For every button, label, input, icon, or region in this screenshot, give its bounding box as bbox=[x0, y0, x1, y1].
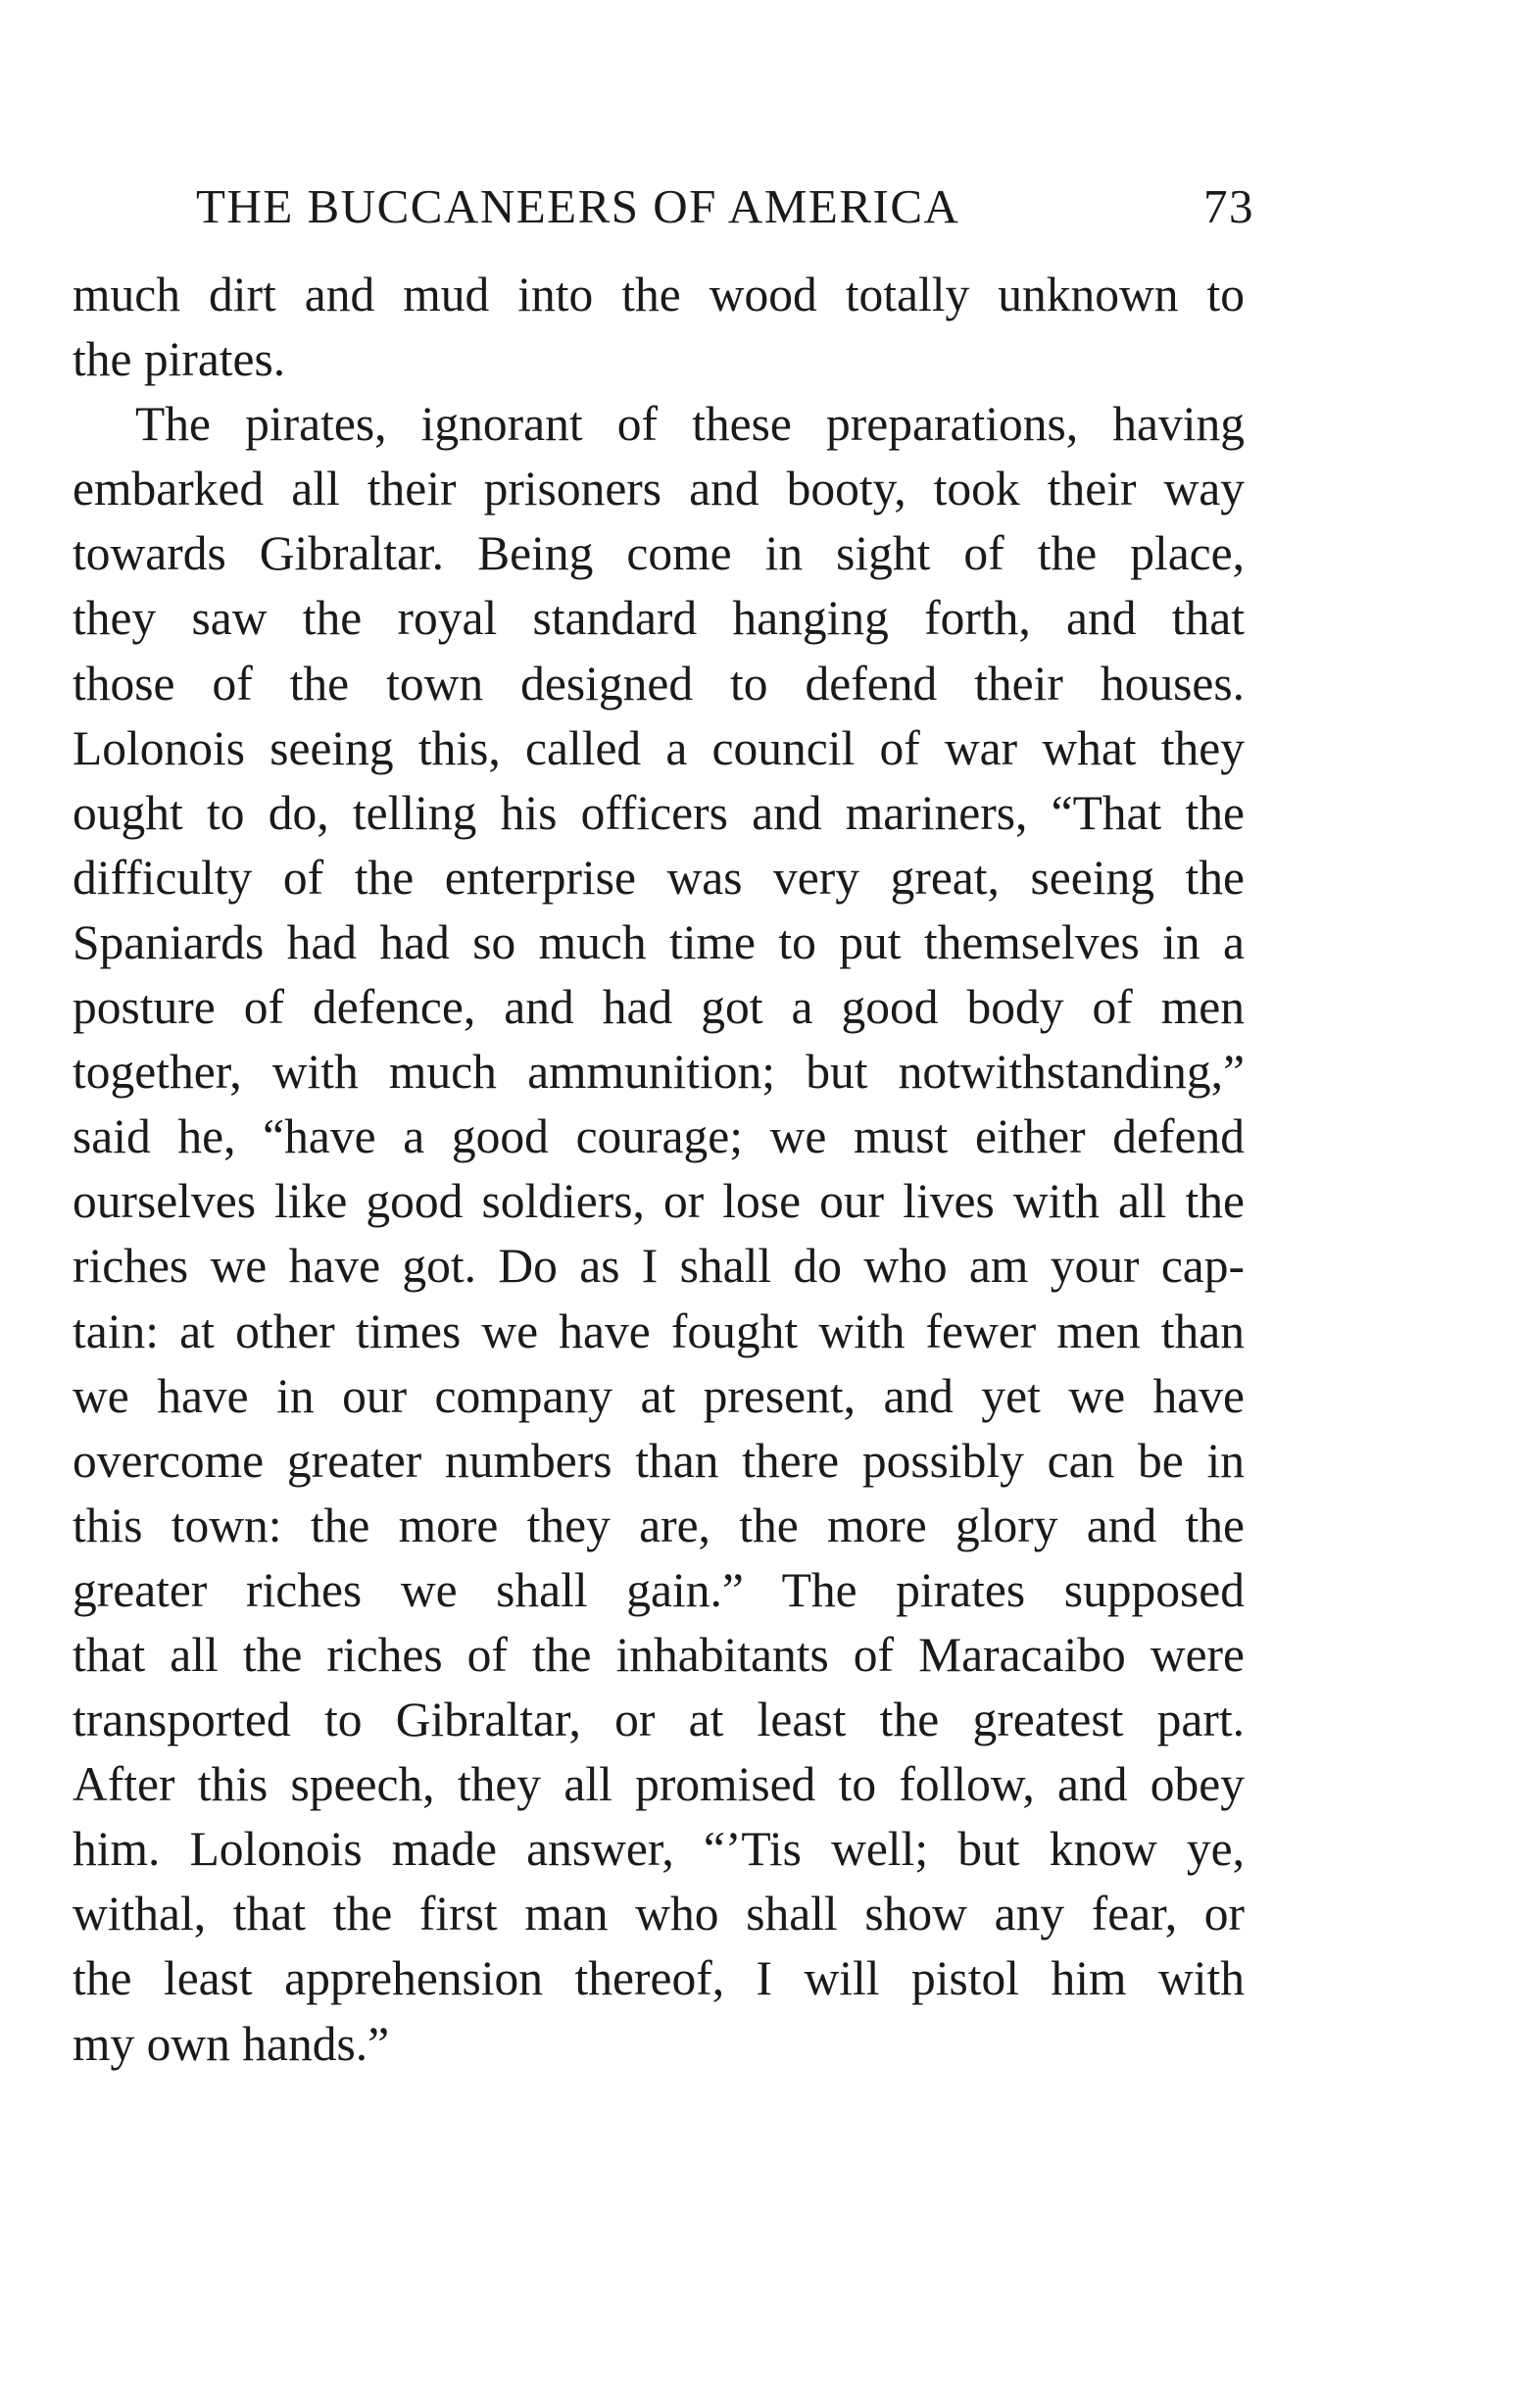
text-line: this town: the more they are, the more glory and the bbox=[73, 1498, 1245, 1552]
text-line: the pirates. bbox=[73, 332, 286, 387]
text-line: overcome greater numbers than there possibly can be in bbox=[73, 1433, 1245, 1488]
text-line: tain: at other times we have fought with fewer men than bbox=[73, 1303, 1245, 1358]
text-line: much dirt and mud into the wood totally unknown to bbox=[73, 268, 1245, 321]
text-line: that all the riches of the inhabitants of Maracaibo were bbox=[73, 1627, 1245, 1682]
running-title: THE BUCCANEERS OF AMERICA bbox=[196, 179, 960, 233]
text-line: After this speech, they all promised to follow, and obey bbox=[73, 1757, 1245, 1812]
text-line: said he, “have a good courage; we must either defend bbox=[73, 1109, 1245, 1164]
text-line: transported to Gibraltar, or at least the greatest part. bbox=[73, 1693, 1245, 1747]
body-text bbox=[73, 263, 1245, 2077]
text-line: difficulty of the enterprise was very great, seeing the bbox=[73, 850, 1245, 905]
text-line: greater riches we shall gain.” The pirates supposed bbox=[73, 1562, 1245, 1617]
text-line: withal, that the first man who shall show any fear, or bbox=[73, 1887, 1245, 1941]
text-line: embarked all their prisoners and booty, took their way bbox=[73, 462, 1245, 516]
text-line: towards Gibraltar. Being come in sight of the place, bbox=[73, 526, 1245, 581]
text-line: they saw the royal standard hanging forth, and that bbox=[73, 591, 1245, 646]
text-line: Spaniards had had so much time to put themselves in a bbox=[73, 914, 1245, 969]
text-line: posture of defence, and had got a good body of men bbox=[73, 980, 1245, 1035]
text-line: The pirates, ignorant of these preparations, having bbox=[135, 397, 1245, 452]
text-line: the least apprehension thereof, I will pistol him with bbox=[73, 1951, 1245, 2006]
page-number: 73 bbox=[1203, 179, 1254, 233]
text-line: him. Lolonois made answer, “’Tis well; but know ye, bbox=[73, 1822, 1245, 1877]
text-line: my own hands.” bbox=[73, 2016, 390, 2071]
text-line: those of the town designed to defend their houses. bbox=[73, 656, 1245, 711]
text-line: Lolonois seeing this, called a council of war what they bbox=[73, 720, 1245, 775]
text-line: ourselves like good soldiers, or lose our lives with all the bbox=[73, 1174, 1245, 1229]
text-line: together, with much ammunition; but notwithstanding,” bbox=[73, 1045, 1245, 1100]
running-header bbox=[196, 172, 1254, 241]
text-line: we have in our company at present, and yet we have bbox=[73, 1368, 1245, 1423]
text-line: ought to do, telling his officers and mariners, “That the bbox=[73, 785, 1245, 840]
text-line: riches we have got. Do as I shall do who am your cap- bbox=[73, 1239, 1245, 1294]
